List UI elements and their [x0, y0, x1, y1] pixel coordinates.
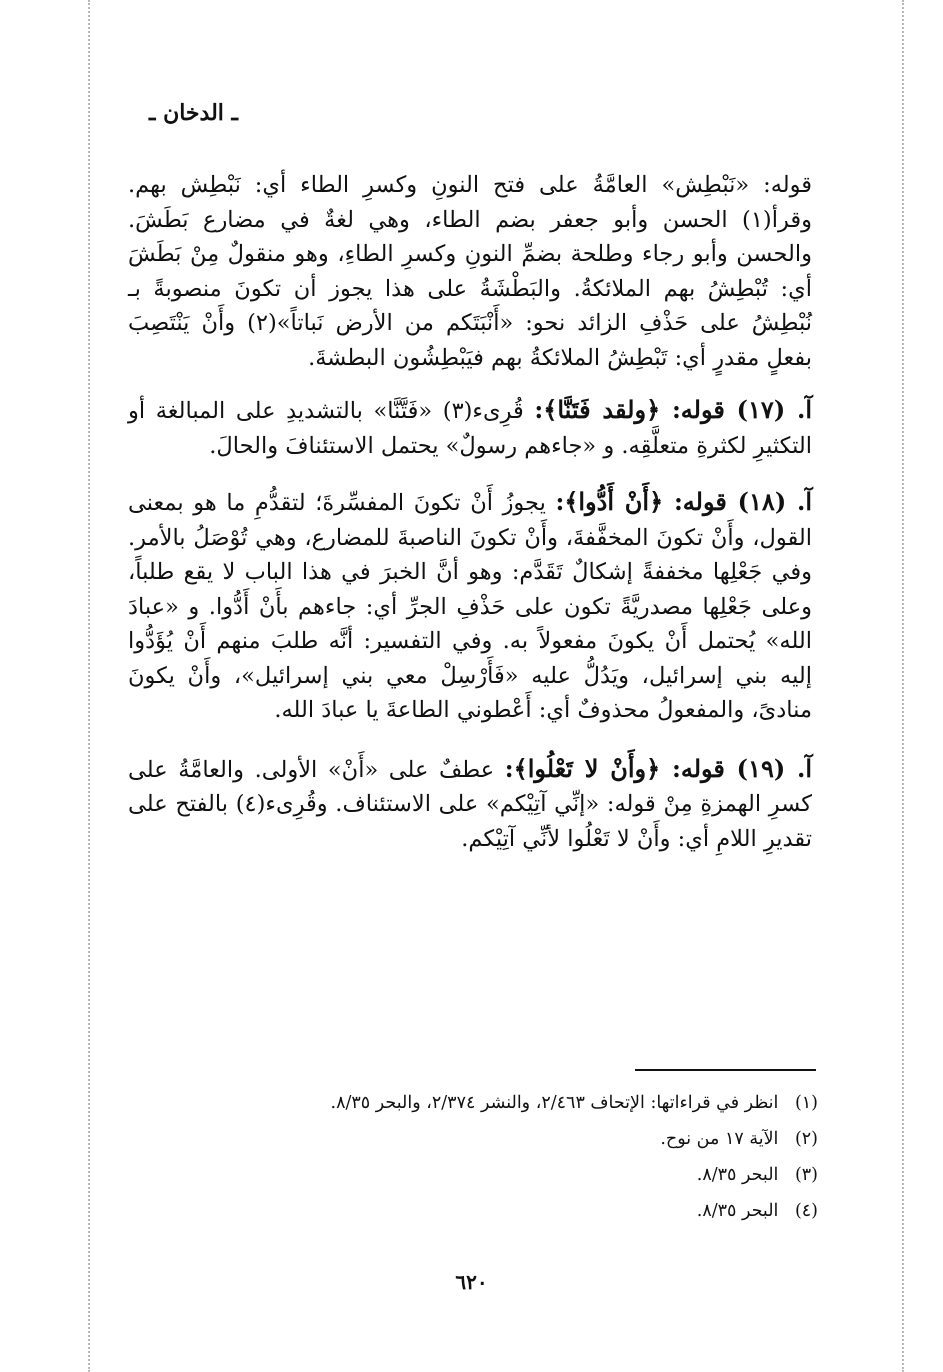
running-header: ـ الدخان ـ — [148, 100, 238, 126]
paragraph — [128, 752, 812, 857]
right-margin-dots — [902, 0, 904, 1372]
footnote-number: (٢) — [794, 1129, 818, 1149]
footnote-text: الآية ١٧ من نوح. — [660, 1129, 779, 1149]
footnote-item — [198, 1121, 818, 1157]
footnote-text: البحر ٨/٣٥. — [696, 1201, 779, 1221]
paragraph — [128, 393, 812, 463]
footnote-number: (٤) — [794, 1201, 818, 1221]
left-margin-dots — [88, 0, 90, 1372]
main-text — [128, 168, 812, 856]
page-number: ٦٢٠ — [455, 1270, 488, 1294]
paragraph-text: قوله: «نَبْطِش» العامَّةُ على فتح النونِ وكسرِ الطاء أي: نَبْطِش بهم. وقرأ(١) الحسن وأبو جعفر بضم الطاء، وهي لغةٌ في مضارع بَطَشَ. والحسن وأبو رجاء وطلحة بضمِّ النونِ وكسرِ الطاءِ، وهو منقولٌ مِنْ بَطَشَ أي: تُبْطِشُ بهم الملائكةُ. والبَطْشَةُ على هذا يجوز أن تكونَ منصوبةً بـ نُبْطِشُ على حَذْفِ الزائد نحو: «أَنْبَتَكم من الأرض نَباتاً»(٢) وأَنْ يَنْتَصِبَ بفعلٍ مقدرٍ أي: تَبْطِشُ الملائكةُ بهم فيَبْطِشُون البطشةَ. — [128, 172, 812, 371]
paragraph-text: يجوزُ أَنْ تكونَ المفسِّرةَ؛ لتقدُّمِ ما هو بمعنى القول، وأَنْ تكونَ المخفَّفةَ، وأَنْ تكونَ الناصبةَ للمضارع، وهي تُوْصَلُ بالأمر. وفي جَعْلِها مخففةً إشكالٌ تَقَدَّم: وهو أنَّ الخبرَ في هذا الباب لا يقع طلباً، وعلى جَعْلِها مصدريَّةً تكون على حَذْفِ الجرِّ أي: جاءهم بأَنْ أَدُّوا. و «عبادَ الله» يُحتمل أَنْ يكونَ مفعولاً به. وفي التفسير: أنَّه طلبَ منهم أَنْ يُؤَدُّوا إليه بني إسرائيل، ويَدُلُّ عليه «فَأَرْسِلْ معي بني إسرائيل»، وأَنْ يكونَ منادىً، والمفعولُ محذوفٌ أي: أَعْطوني الطاعةَ يا عبادَ الله. — [128, 490, 812, 723]
footnote-item — [198, 1193, 818, 1229]
footnote-item — [198, 1157, 818, 1193]
footnote-text: انظر في قراءاتها: الإتحاف ٢/٤٦٣، والنشر ٢/٣٧٤، والبحر ٨/٣٥. — [330, 1093, 779, 1113]
ayah-heading: آ. (١٧) قوله: ﴿ولقد فَتَنَّا﴾: — [534, 395, 813, 424]
ayah-heading: آ. (١٨) قوله: ﴿أَنْ أَدُّوا﴾: — [555, 487, 812, 516]
footnote-number: (١) — [794, 1093, 818, 1113]
ayah-heading: آ. (١٩) قوله: ﴿وأَنْ لا تَعْلُوا﴾: — [504, 753, 812, 783]
paragraph-text: عطفٌ على «أَنْ» الأولى. والعامَّةُ على كسرِ الهمزةِ مِنْ قوله: «إنِّي آتِيْكم» على الاستئناف. وقُرِىء(٤) بالفتح على تقديرِ اللامِ أي: وأَنْ لا تَعْلُوا لأنِّي آتِيْكم. — [128, 756, 812, 852]
paragraph-text: قُرِىء(٣) «فَتَّنَّا» بالتشديدِ على المبالغة أو التكثيرِ لكثرةِ متعلَّقِه. و «جاءهم رسولٌ» يحتمل الاستئنافَ والحالَ. — [128, 398, 812, 459]
paragraph — [128, 485, 812, 728]
footnote-number: (٣) — [794, 1165, 818, 1185]
footnote-separator — [635, 1069, 816, 1071]
footnotes — [198, 1085, 818, 1229]
footnote-text: البحر ٨/٣٥. — [696, 1165, 779, 1185]
paragraph — [128, 168, 812, 375]
footnote-item — [198, 1085, 818, 1121]
